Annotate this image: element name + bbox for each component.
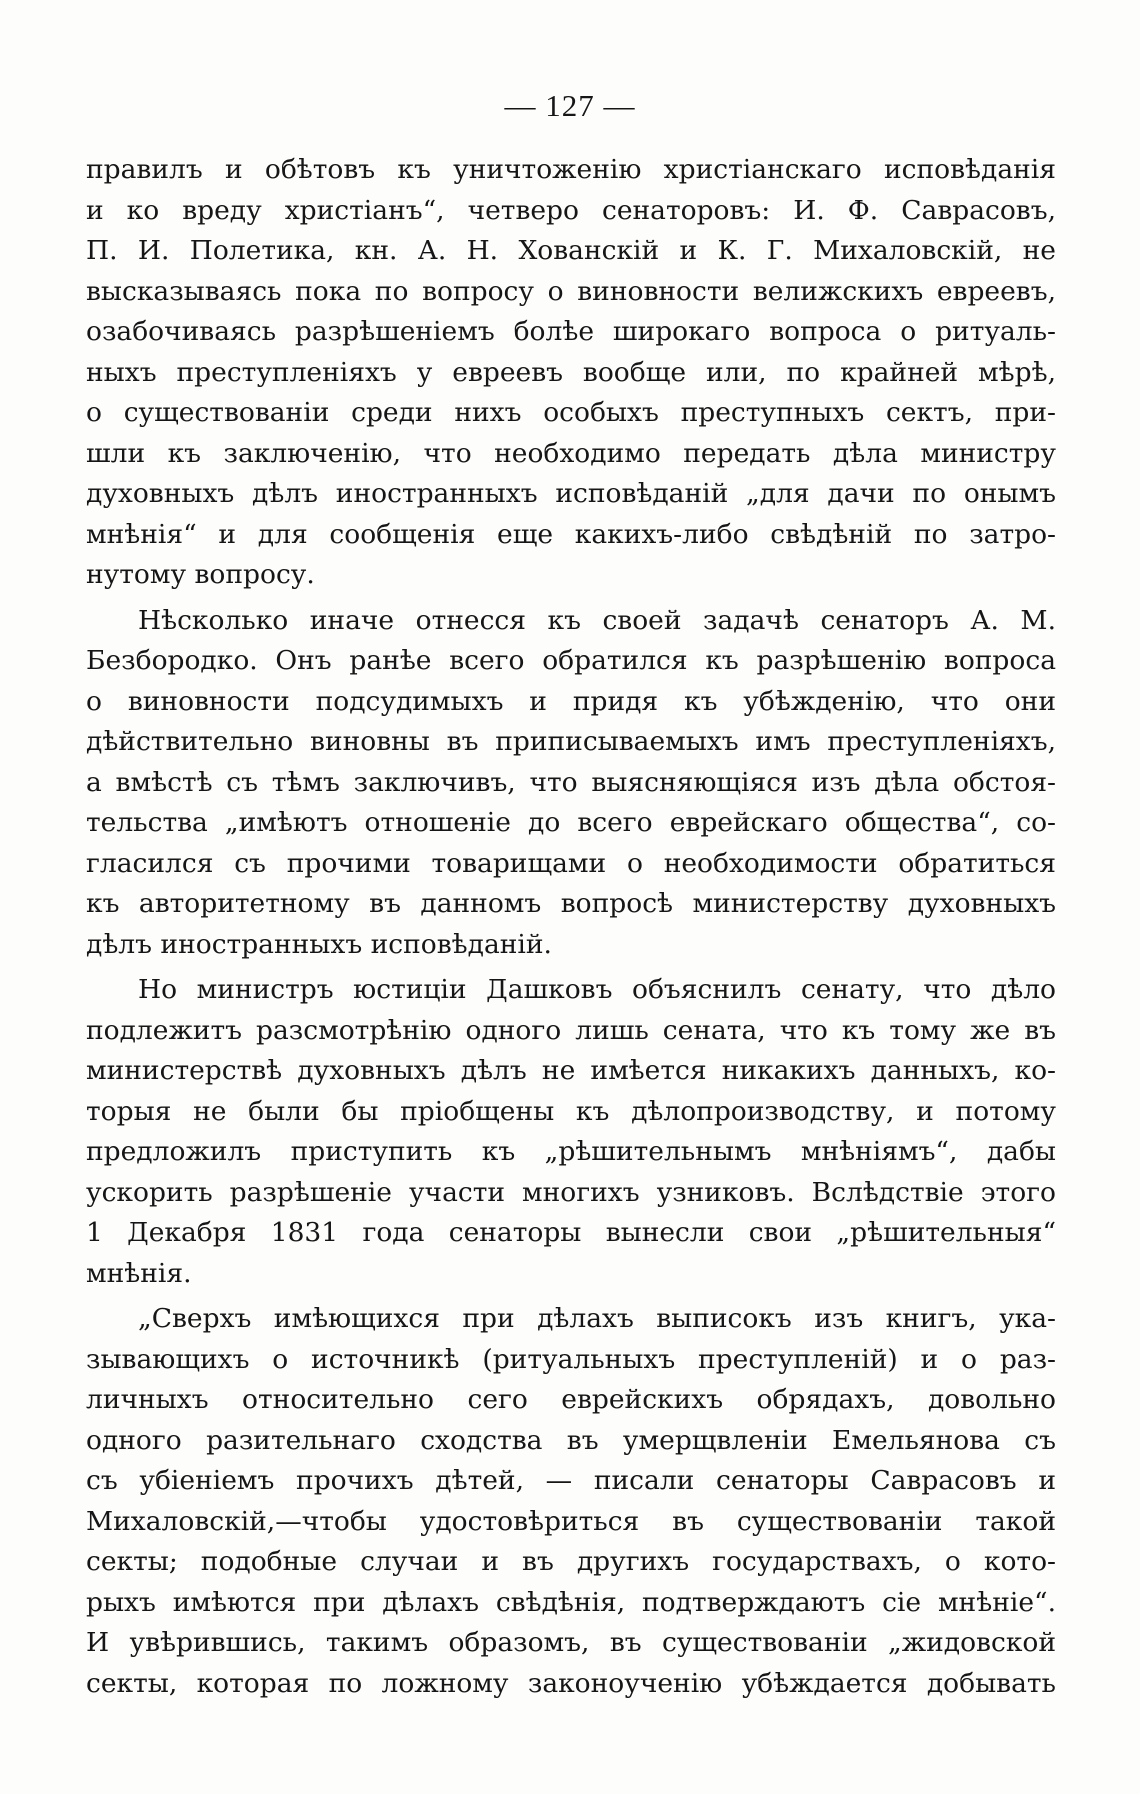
text-line: П. И. Полетика, кн. А. Н. Хованскій и К. Г. Михаловскій, не	[86, 235, 1056, 266]
paragraph-2	[86, 601, 1056, 966]
text-line: предложилъ приступить къ „рѣшительнымъ мнѣніямъ“, дабы	[86, 1136, 1056, 1167]
text-line: высказываясь пока по вопросу о виновности велижскихъ евреевъ,	[86, 275, 1056, 307]
text-line: зывающихъ о источникѣ (ритуальныхъ преступленій) и о раз-	[86, 1343, 1056, 1375]
text-line: „Сверхъ имѣющихся при дѣлахъ выписокъ изъ книгъ, ука-	[138, 1303, 1056, 1334]
text-line: Михаловскій,—чтобы удостовѣриться въ существованіи такой	[86, 1505, 1056, 1537]
text-line: Но министръ юстиціи Дашковъ объяснилъ сенату, что дѣло	[138, 974, 1056, 1005]
text-line: съ убіеніемъ прочихъ дѣтей, — писали сенаторы Саврасовъ и	[86, 1465, 1056, 1496]
paragraph-1	[86, 150, 1056, 596]
text-line: мнѣнія“ и для сообщенія еще какихъ-либо свѣдѣній по затро-	[86, 518, 1056, 550]
text-line: 1 Декабря 1831 года сенаторы вынесли свои „рѣшительныя“	[86, 1217, 1056, 1248]
text-line: гласился съ прочими товарищами о необходимости обратиться	[86, 847, 1056, 879]
text-line: дѣйствительно виновны въ приписываемыхъ имъ преступленіяхъ,	[86, 726, 1056, 757]
body-text	[86, 150, 1056, 1704]
text-line: о виновности подсудимыхъ и придя къ убѣжденію, что они	[86, 685, 1056, 717]
text-line: секты, которая по ложному законоученію убѣждается добывать	[86, 1667, 1056, 1699]
text-line: тельства „имѣютъ отношеніе до всего еврейскаго общества“, со-	[86, 807, 1056, 838]
paragraph-3	[86, 970, 1056, 1294]
text-line: Безбородко. Онъ ранѣе всего обратился къ разрѣшенію вопроса	[86, 645, 1056, 676]
text-line: мнѣнія.	[86, 1257, 192, 1289]
paragraph-4	[86, 1299, 1056, 1704]
text-line: секты; подобные случаи и въ другихъ государствахъ, о кото-	[86, 1546, 1056, 1577]
page-number: — 127 —	[504, 88, 636, 123]
text-line: озабочиваясь разрѣшеніемъ болѣе широкаго вопроса о ритуаль-	[86, 316, 1056, 347]
text-line: министерствѣ духовныхъ дѣлъ не имѣется никакихъ данныхъ, ко-	[86, 1055, 1056, 1086]
text-line: ныхъ преступленіяхъ у евреевъ вообще или, по крайней мѣрѣ,	[86, 356, 1056, 388]
text-line: И увѣрившись, такимъ образомъ, въ существованіи „жидовской	[86, 1627, 1056, 1658]
text-line: личныхъ относительно сего еврейскихъ обрядахъ, довольно	[86, 1384, 1056, 1415]
text-line: правилъ и обѣтовъ къ уничтоженію христіанскаго исповѣданія	[86, 154, 1056, 185]
text-line: подлежитъ разсмотрѣнію одного лишь сената, что къ тому же въ	[86, 1014, 1056, 1046]
text-line: нутому вопросу.	[86, 559, 315, 590]
text-line: шли къ заключенію, что необходимо передать дѣла министру	[86, 437, 1056, 469]
text-line: Нѣсколько иначе отнесся къ своей задачѣ сенаторъ А. М.	[138, 604, 1056, 636]
text-line: духовныхъ дѣлъ иностранныхъ исповѣданій „для дачи по онымъ	[86, 478, 1056, 509]
text-line: ускорить разрѣшеніе участи многихъ узниковъ. Вслѣдствіе этого	[86, 1176, 1056, 1208]
text-line: къ авторитетному въ данномъ вопросѣ министерству духовныхъ	[86, 888, 1056, 919]
text-line: о существованіи среди нихъ особыхъ преступныхъ сектъ, при-	[86, 397, 1056, 428]
text-line: рыхъ имѣются при дѣлахъ свѣдѣнія, подтверждаютъ сіе мнѣніе“.	[86, 1586, 1056, 1618]
text-line: дѣлъ иностранныхъ исповѣданій.	[86, 928, 552, 960]
text-line: торыя не были бы пріобщены къ дѣлопроизводству, и потому	[86, 1095, 1056, 1127]
text-line: одного разительнаго сходства въ умерщвленіи Емельянова съ	[86, 1424, 1056, 1456]
text-line: а вмѣстѣ съ тѣмъ заключивъ, что выясняющіяся изъ дѣла обстоя-	[86, 766, 1056, 798]
text-line: и ко вреду христіанъ“, четверо сенаторовъ: И. Ф. Саврасовъ,	[86, 194, 1056, 226]
